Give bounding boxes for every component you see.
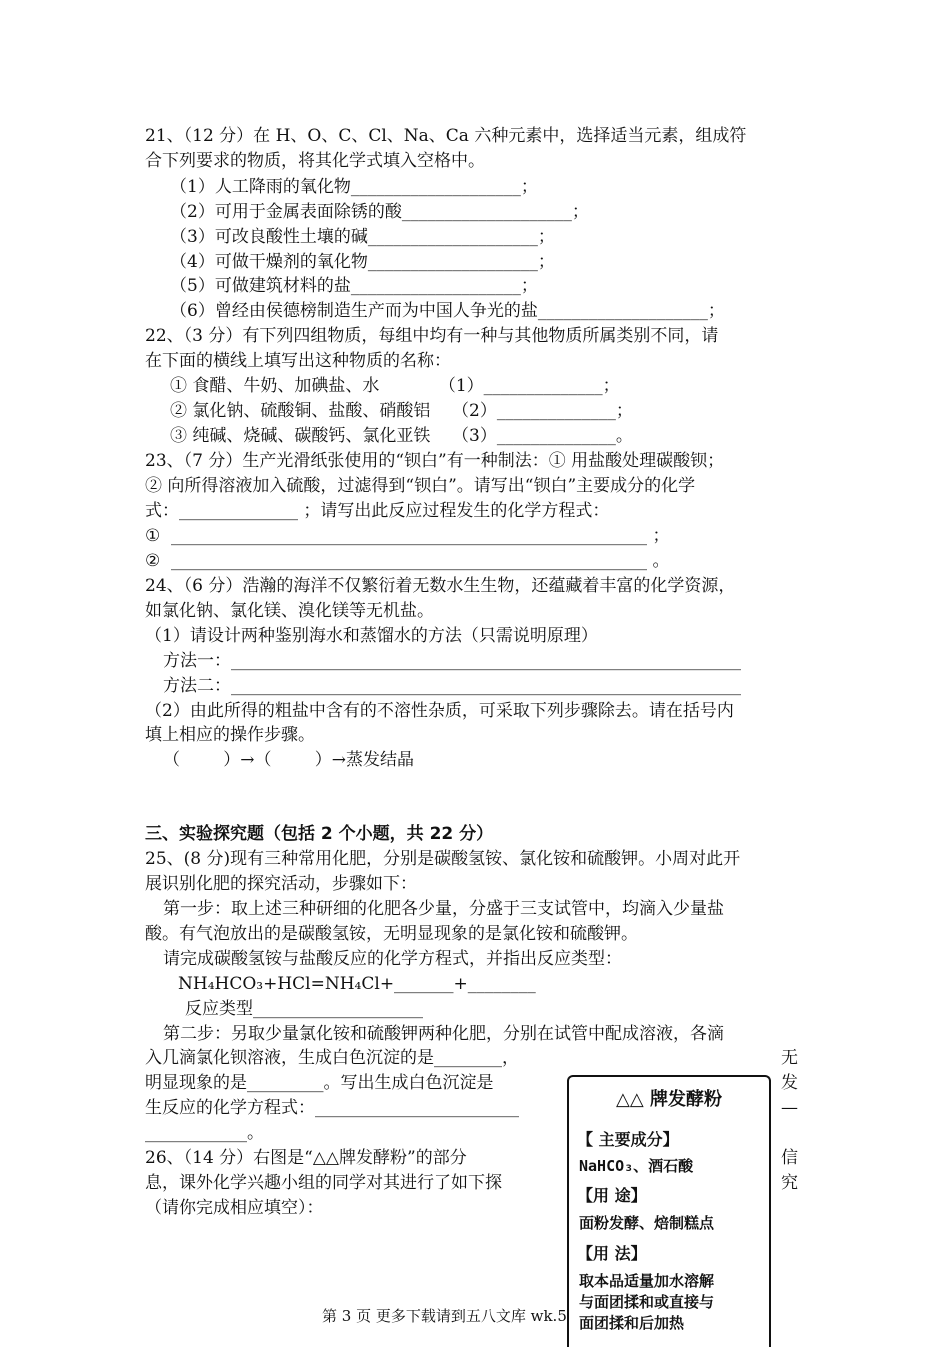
- q22-item-3: ③ 纯碱、烧碱、碳酸钙、氯化亚铁 （3）______________。: [170, 426, 633, 446]
- q25-side-char-3: —: [781, 1098, 798, 1118]
- page-footer: 第 3 页 更多下载请到五八文库 wk.5: [322, 1307, 567, 1325]
- label-usage-line1: 取本品适量加水溶解: [579, 1272, 715, 1290]
- q23-line1: 23、（7 分）生产光滑纸张使用的“钡白”有一种制法：① 用盐酸处理碳酸钡；: [145, 451, 725, 471]
- q25-line3: 第一步：取上述三种研细的化肥各少量，分盛于三支试管中，均滴入少量盐: [163, 899, 724, 919]
- q22-item-2: ② 氯化钠、硫酸铜、盐酸、硝酸铝 （2）______________；: [170, 401, 633, 421]
- q26-line3: （请你完成相应填空）：: [145, 1198, 324, 1218]
- product-label-box: [567, 1075, 771, 1347]
- q25-line12: ____________。: [145, 1123, 264, 1143]
- q26-line2: 息，课外化学兴趣小组的同学对其进行了如下探: [145, 1173, 502, 1193]
- q25-reaction-type: 反应类型____________________: [185, 999, 423, 1019]
- label-usage-line2: 与面团揉和或直接与: [579, 1293, 715, 1311]
- q23-line2: ② 向所得溶液加入硫酸，过滤得到“钡白”。请写出“钡白”主要成分的化学: [145, 476, 696, 496]
- q25-line8: 第二步：另取少量氯化铵和硫酸钾两种化肥，分别在试管中配成溶液，各滴: [163, 1024, 724, 1044]
- q21-item-3: （3）可改良酸性土壤的碱____________________；: [170, 227, 555, 247]
- q25-line5: 请完成碳酸氢铵与盐酸反应的化学方程式，并指出反应类型：: [163, 949, 622, 969]
- q23-line5: ② ________________________________________________________ 。: [145, 551, 670, 571]
- q25-line9: 入几滴氯化钡溶液，生成白色沉淀的是________，: [145, 1048, 519, 1068]
- q24-steps: （ ）→（ ）→蒸发结晶: [163, 750, 414, 770]
- q25-side-char-1: 无: [781, 1048, 798, 1068]
- q26-side-char-1: 信: [781, 1148, 798, 1168]
- section3-title: 三、实验探究题（包括 2 个小题，共 22 分）: [145, 824, 494, 844]
- q25-line4: 酸。有气泡放出的是碳酸氢铵，无明显现象的是氯化铵和硫酸钾。: [145, 924, 638, 944]
- q24-line3: （1）请设计两种鉴别海水和蒸馏水的方法（只需说明原理）: [145, 626, 598, 646]
- q24-method-2: 方法二：____________________________________________________________: [163, 676, 741, 696]
- q21-item-1: （1）人工降雨的氧化物____________________；: [170, 177, 538, 197]
- q21-stem-line1: 21、（12 分）在 H、O、C、Cl、Na、Ca 六种元素中，选择适当元素，组成符: [145, 126, 747, 146]
- label-heading-usage: 【用 法】: [577, 1244, 647, 1263]
- q25-line1: 25、(8 分)现有三种常用化肥，分别是碳酸氢铵、氯化铵和硫酸钾。小周对此开: [145, 849, 741, 869]
- q23-line4: ① ________________________________________________________ ；: [145, 526, 670, 546]
- q23-line3: 式：______________ ；请写出此反应过程发生的化学方程式：: [145, 501, 610, 521]
- label-title: △△ 牌发酵粉: [616, 1089, 722, 1110]
- q25-side-char-2: 发: [781, 1073, 798, 1093]
- label-heading-use: 【用 途】: [577, 1186, 647, 1205]
- q24-line7: 填上相应的操作步骤。: [145, 725, 315, 745]
- q25-line10: 明显现象的是_________。写出生成白色沉淀是: [145, 1073, 494, 1093]
- q21-item-6: （6）曾经由侯德榜制造生产而为中国人争光的盐____________________；: [170, 301, 725, 321]
- label-heading-ingredients: 【 主要成分】: [577, 1130, 679, 1149]
- label-use: 面粉发酵、焙制糕点: [579, 1214, 715, 1232]
- q21-item-4: （4）可做干燥剂的氧化物____________________；: [170, 252, 555, 272]
- q22-stem-line2: 在下面的横线上填写出这种物质的名称：: [145, 351, 451, 371]
- q26-line1: 26、（14 分）右图是“△△牌发酵粉”的部分: [145, 1148, 467, 1168]
- q26-side-char-2: 究: [781, 1173, 798, 1193]
- q22-stem-line1: 22、（3 分）有下列四组物质，每组中均有一种与其他物质所属类别不同，请: [145, 326, 719, 346]
- q24-method-1: 方法一：____________________________________________________________: [163, 651, 741, 671]
- label-ingredients: NaHCO₃、酒石酸: [579, 1157, 694, 1175]
- q21-stem-line2: 合下列要求的物质，将其化学式填入空格中。: [145, 151, 485, 171]
- q24-line1: 24、（6 分）浩瀚的海洋不仅繁衍着无数水生生物，还蕴藏着丰富的化学资源，: [145, 576, 736, 596]
- q25-line2: 展识别化肥的探究活动，步骤如下：: [145, 874, 417, 894]
- q24-line2: 如氯化钠、氯化镁、溴化镁等无机盐。: [145, 601, 434, 621]
- q25-line11: 生反应的化学方程式：________________________: [145, 1098, 519, 1118]
- q25-equation: NH₄HCO₃+HCl=NH₄Cl+_______+________: [178, 974, 536, 994]
- q21-item-2: （2）可用于金属表面除锈的酸____________________；: [170, 202, 589, 222]
- q24-line6: （2）由此所得的粗盐中含有的不溶性杂质，可采取下列步骤除去。请在括号内: [145, 701, 734, 721]
- q22-item-1: ① 食醋、牛奶、加碘盐、水 （1）______________；: [170, 376, 620, 396]
- q21-item-5: （5）可做建筑材料的盐____________________；: [170, 276, 538, 296]
- label-usage-line3: 面团揉和后加热: [579, 1314, 685, 1332]
